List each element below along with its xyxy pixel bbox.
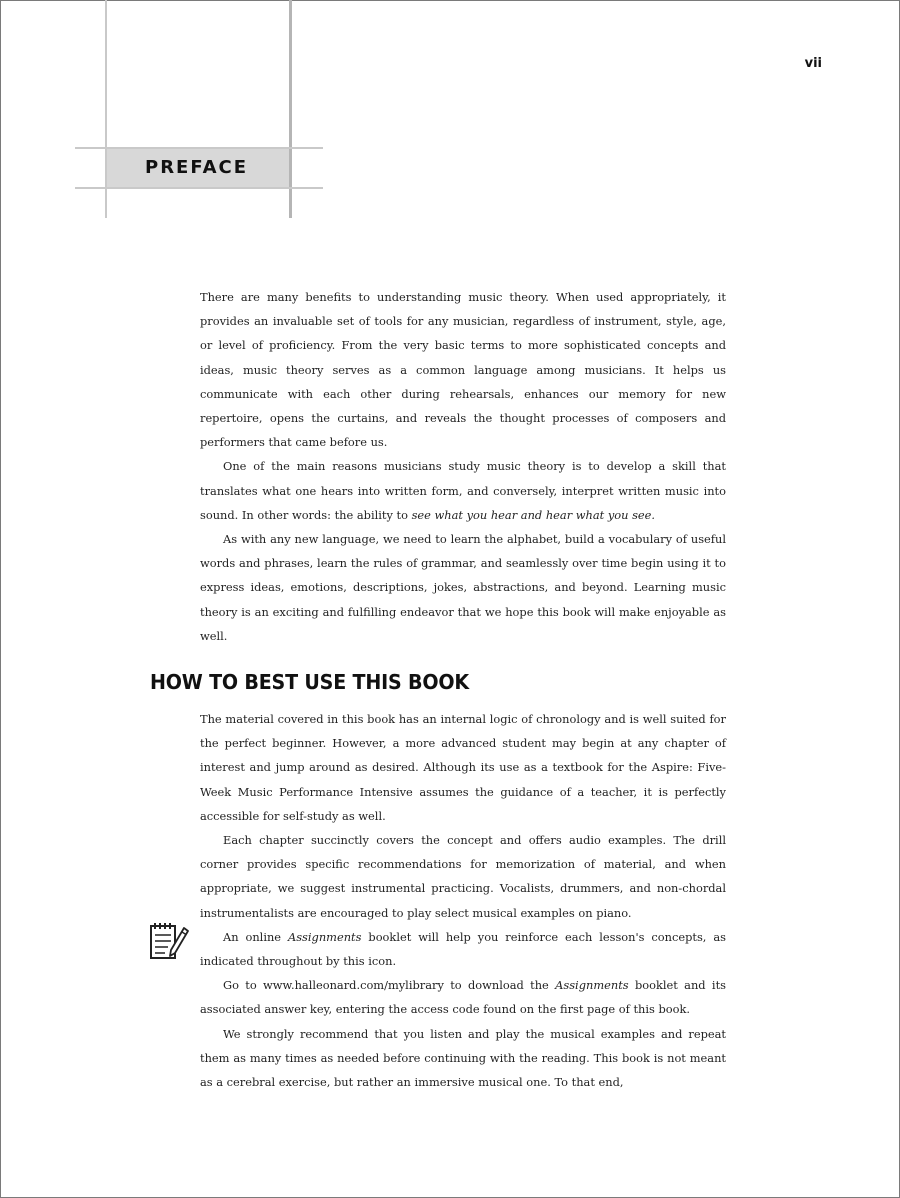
assignment-notepad-icon	[148, 920, 190, 964]
emphasis-text: see what you hear and hear what you see.	[411, 507, 656, 522]
section-heading: HOW TO BEST USE THIS BOOK	[150, 670, 469, 694]
decorative-guide-line	[289, 0, 292, 218]
paragraph: As with any new language, we need to learn the alphabet, build a vocabulary of useful words and phrases, learn the rules of grammar, and seamlessly over time begin using it to express ideas, emotions, descriptions, jokes, abstractions, and beyond. Learning music theory is an exciting and fulfilling endeavor that we hope this book will make enjoyable as well.	[200, 532, 726, 643]
decorative-guide-line	[75, 187, 323, 189]
paragraph-text: booklet and its associated answer key, entering the access code found on the first page of this book.	[200, 978, 726, 1017]
emphasis-text: Assignments	[555, 978, 629, 993]
paragraph: We strongly recommend that you listen and play the musical examples and repeat them as many times as needed before continuing with the reading. This book is not meant as a cerebral exercise, but rather an immersive musical one. To that end,	[200, 1026, 726, 1090]
paragraph-text: booklet will help you reinforce each lesson's concepts, as indicated throughout by this icon.	[200, 929, 726, 969]
preface-title: PREFACE	[145, 157, 249, 178]
paragraph-text: One of the main reasons musicians study music theory is to develop a skill that translates what one hears into written form, and conversely, interpret written music into sound. In other words: the ability to	[200, 459, 726, 522]
preface-body	[200, 285, 726, 648]
paragraph-text: Go to www.halleonard.com/mylibrary to download the	[223, 978, 556, 993]
how-to-body	[200, 707, 726, 1094]
paragraph	[200, 925, 726, 973]
paragraph	[200, 973, 726, 1021]
paragraph: There are many benefits to understanding music theory. When used appropriately, it provides an invaluable set of tools for any musician, regardless of instrument, style, age, or level of proficiency. From the very basic terms to more sophisticated concepts and ideas, music theory serves as a common language among musicians. It helps us communicate with each other during rehearsals, enhances our memory for new repertoire, opens the curtains, and reveals the thought processes of composers and performers that came before us.	[200, 290, 726, 450]
paragraph: The material covered in this book has an internal logic of chronology and is well suited for the perfect beginner. However, a more advanced student may begin at any chapter of interest and jump around as desired. Although its use as a textbook for the Aspire: Five-Week Music Performance Intensive assumes the guidance of a teacher, it is perfectly accessible for self-study as well.	[200, 712, 726, 823]
emphasis-text: Assignments	[287, 929, 362, 944]
preface-banner	[107, 149, 289, 187]
paragraph	[200, 454, 726, 527]
paragraph: Each chapter succinctly covers the concept and offers audio examples. The drill corner provides specific recommendations for memorization of material, and when appropriate, we suggest instrumental practicing. Vocalists, drummers, and non-chordal instrumentalists are encouraged to play select musical examples on piano.	[200, 833, 726, 920]
paragraph-text: An online	[223, 929, 288, 944]
page-number: vii	[804, 56, 822, 71]
